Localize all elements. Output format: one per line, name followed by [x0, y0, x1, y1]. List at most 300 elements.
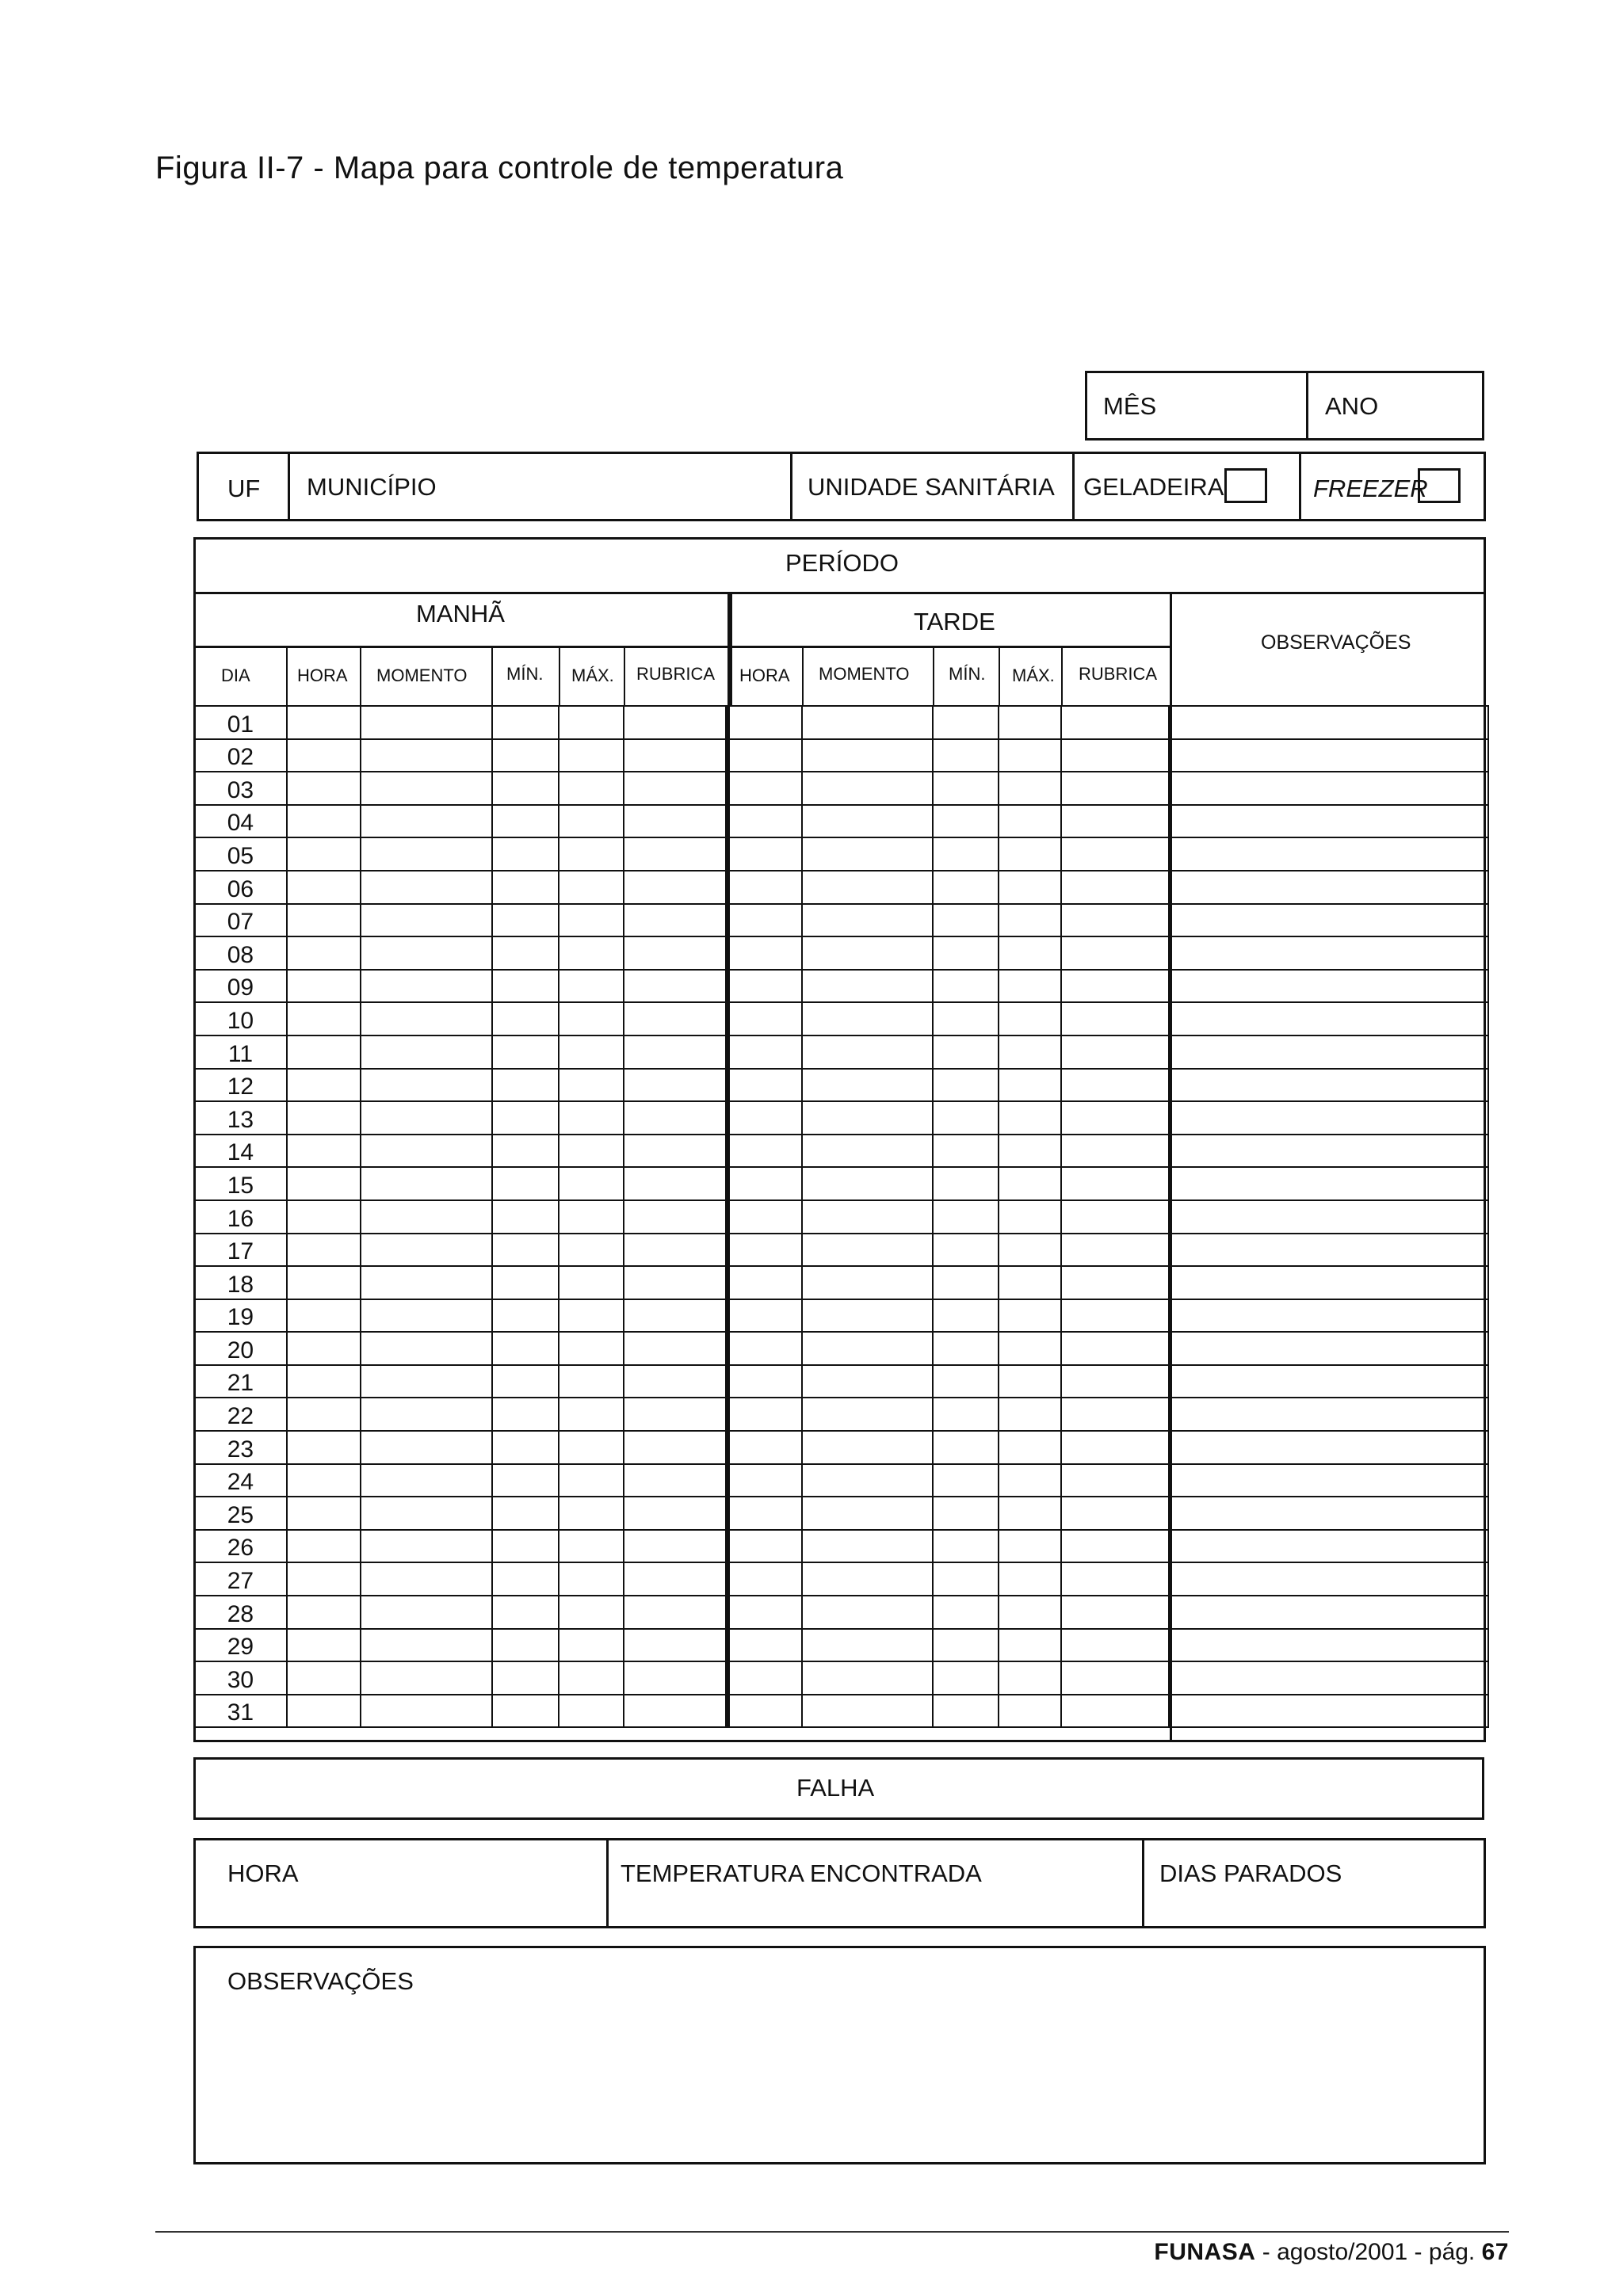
entry-cell[interactable]	[1061, 1365, 1170, 1398]
entry-cell[interactable]	[727, 837, 802, 871]
entry-cell[interactable]	[624, 1431, 727, 1464]
entry-cell[interactable]	[559, 1135, 624, 1168]
entry-cell[interactable]	[559, 1398, 624, 1431]
entry-cell[interactable]	[727, 1464, 802, 1497]
entry-cell[interactable]	[287, 936, 361, 970]
entry-cell[interactable]	[624, 1365, 727, 1398]
entry-cell[interactable]	[624, 1530, 727, 1563]
entry-cell[interactable]	[1169, 1497, 1488, 1530]
entry-cell[interactable]	[361, 805, 492, 838]
entry-cell[interactable]	[361, 837, 492, 871]
entry-cell[interactable]	[999, 1135, 1061, 1168]
entry-cell[interactable]	[999, 1695, 1061, 1728]
entry-cell[interactable]	[1169, 1530, 1488, 1563]
entry-cell[interactable]	[999, 706, 1061, 739]
entry-cell[interactable]	[559, 1002, 624, 1035]
entry-cell[interactable]	[624, 706, 727, 739]
entry-cell[interactable]	[1169, 936, 1488, 970]
entry-cell[interactable]	[933, 936, 999, 970]
entry-cell[interactable]	[492, 1234, 559, 1267]
entry-cell[interactable]	[559, 805, 624, 838]
entry-cell[interactable]	[361, 936, 492, 970]
entry-cell[interactable]	[1061, 1596, 1170, 1629]
entry-cell[interactable]	[361, 1497, 492, 1530]
entry-cell[interactable]	[624, 1035, 727, 1069]
entry-cell[interactable]	[1061, 706, 1170, 739]
entry-cell[interactable]	[802, 1200, 933, 1234]
entry-cell[interactable]	[1061, 1135, 1170, 1168]
entry-cell[interactable]	[802, 871, 933, 904]
entry-cell[interactable]	[361, 1530, 492, 1563]
entry-cell[interactable]	[624, 1562, 727, 1596]
entry-cell[interactable]	[361, 1562, 492, 1596]
entry-cell[interactable]	[492, 1661, 559, 1695]
entry-cell[interactable]	[999, 1069, 1061, 1102]
entry-cell[interactable]	[624, 1002, 727, 1035]
entry-cell[interactable]	[287, 1464, 361, 1497]
entry-cell[interactable]	[624, 936, 727, 970]
entry-cell[interactable]	[999, 1035, 1061, 1069]
entry-cell[interactable]	[1169, 1629, 1488, 1662]
entry-cell[interactable]	[492, 1596, 559, 1629]
entry-cell[interactable]	[933, 706, 999, 739]
entry-cell[interactable]	[361, 970, 492, 1003]
entry-cell[interactable]	[933, 1200, 999, 1234]
entry-cell[interactable]	[727, 805, 802, 838]
entry-cell[interactable]	[559, 1101, 624, 1135]
entry-cell[interactable]	[999, 1365, 1061, 1398]
entry-cell[interactable]	[933, 1002, 999, 1035]
entry-cell[interactable]	[1169, 1332, 1488, 1365]
entry-cell[interactable]	[559, 1200, 624, 1234]
entry-cell[interactable]	[624, 1661, 727, 1695]
entry-cell[interactable]	[999, 1167, 1061, 1200]
entry-cell[interactable]	[802, 1002, 933, 1035]
entry-cell[interactable]	[933, 1695, 999, 1728]
entry-cell[interactable]	[361, 1135, 492, 1168]
entry-cell[interactable]	[361, 1299, 492, 1333]
entry-cell[interactable]	[492, 1200, 559, 1234]
entry-cell[interactable]	[492, 1035, 559, 1069]
entry-cell[interactable]	[361, 904, 492, 937]
entry-cell[interactable]	[624, 1167, 727, 1200]
entry-cell[interactable]	[999, 772, 1061, 805]
entry-cell[interactable]	[933, 837, 999, 871]
entry-cell[interactable]	[361, 1398, 492, 1431]
entry-cell[interactable]	[1169, 837, 1488, 871]
entry-cell[interactable]	[361, 1431, 492, 1464]
entry-cell[interactable]	[287, 1332, 361, 1365]
entry-cell[interactable]	[287, 1596, 361, 1629]
entry-cell[interactable]	[492, 1101, 559, 1135]
entry-cell[interactable]	[624, 904, 727, 937]
entry-cell[interactable]	[1061, 772, 1170, 805]
entry-cell[interactable]	[559, 1332, 624, 1365]
entry-cell[interactable]	[287, 1695, 361, 1728]
entry-cell[interactable]	[999, 1530, 1061, 1563]
entry-cell[interactable]	[287, 1431, 361, 1464]
entry-cell[interactable]	[933, 1101, 999, 1135]
entry-cell[interactable]	[999, 970, 1061, 1003]
entry-cell[interactable]	[999, 805, 1061, 838]
entry-cell[interactable]	[802, 1266, 933, 1299]
entry-cell[interactable]	[624, 1695, 727, 1728]
entry-cell[interactable]	[727, 1497, 802, 1530]
entry-cell[interactable]	[492, 1002, 559, 1035]
entry-cell[interactable]	[999, 1398, 1061, 1431]
entry-cell[interactable]	[1169, 1596, 1488, 1629]
entry-cell[interactable]	[361, 1266, 492, 1299]
entry-cell[interactable]	[1061, 1497, 1170, 1530]
entry-cell[interactable]	[1061, 970, 1170, 1003]
entry-cell[interactable]	[624, 1398, 727, 1431]
entry-cell[interactable]	[727, 1596, 802, 1629]
entry-cell[interactable]	[999, 871, 1061, 904]
entry-cell[interactable]	[624, 739, 727, 772]
entry-cell[interactable]	[1061, 1234, 1170, 1267]
entry-cell[interactable]	[361, 1365, 492, 1398]
entry-cell[interactable]	[361, 1167, 492, 1200]
entry-cell[interactable]	[492, 1497, 559, 1530]
entry-cell[interactable]	[802, 1530, 933, 1563]
entry-cell[interactable]	[1169, 1167, 1488, 1200]
entry-cell[interactable]	[727, 1398, 802, 1431]
entry-cell[interactable]	[1169, 1002, 1488, 1035]
entry-cell[interactable]	[727, 1167, 802, 1200]
entry-cell[interactable]	[727, 1695, 802, 1728]
entry-cell[interactable]	[624, 1266, 727, 1299]
entry-cell[interactable]	[1061, 1661, 1170, 1695]
entry-cell[interactable]	[559, 1234, 624, 1267]
observacoes-box[interactable]	[193, 1946, 1486, 2164]
entry-cell[interactable]	[1061, 1167, 1170, 1200]
entry-cell[interactable]	[802, 706, 933, 739]
entry-cell[interactable]	[492, 1365, 559, 1398]
entry-cell[interactable]	[802, 1596, 933, 1629]
entry-cell[interactable]	[559, 1629, 624, 1662]
entry-cell[interactable]	[492, 936, 559, 970]
entry-cell[interactable]	[287, 1266, 361, 1299]
entry-cell[interactable]	[624, 805, 727, 838]
entry-cell[interactable]	[999, 904, 1061, 937]
entry-cell[interactable]	[802, 1562, 933, 1596]
entry-cell[interactable]	[1169, 1200, 1488, 1234]
entry-cell[interactable]	[1061, 1035, 1170, 1069]
entry-cell[interactable]	[559, 706, 624, 739]
entry-cell[interactable]	[492, 1464, 559, 1497]
entry-cell[interactable]	[933, 1266, 999, 1299]
entry-cell[interactable]	[287, 805, 361, 838]
entry-cell[interactable]	[361, 1596, 492, 1629]
entry-cell[interactable]	[361, 739, 492, 772]
entry-cell[interactable]	[1061, 1200, 1170, 1234]
entry-cell[interactable]	[492, 871, 559, 904]
geladeira-checkbox[interactable]	[1224, 468, 1267, 503]
entry-cell[interactable]	[933, 805, 999, 838]
entry-cell[interactable]	[287, 837, 361, 871]
entry-cell[interactable]	[559, 936, 624, 970]
entry-cell[interactable]	[624, 1629, 727, 1662]
entry-cell[interactable]	[559, 837, 624, 871]
entry-cell[interactable]	[361, 1661, 492, 1695]
entry-cell[interactable]	[559, 1596, 624, 1629]
entry-cell[interactable]	[727, 1299, 802, 1333]
entry-cell[interactable]	[1169, 1035, 1488, 1069]
entry-cell[interactable]	[999, 1101, 1061, 1135]
entry-cell[interactable]	[361, 871, 492, 904]
entry-cell[interactable]	[802, 1167, 933, 1200]
entry-cell[interactable]	[1061, 1398, 1170, 1431]
entry-cell[interactable]	[1169, 1431, 1488, 1464]
entry-cell[interactable]	[492, 1629, 559, 1662]
entry-cell[interactable]	[1061, 1002, 1170, 1035]
entry-cell[interactable]	[999, 1332, 1061, 1365]
entry-cell[interactable]	[624, 1332, 727, 1365]
entry-cell[interactable]	[933, 1398, 999, 1431]
entry-cell[interactable]	[802, 772, 933, 805]
entry-cell[interactable]	[1169, 1234, 1488, 1267]
entry-cell[interactable]	[559, 1365, 624, 1398]
entry-cell[interactable]	[727, 1101, 802, 1135]
entry-cell[interactable]	[559, 1266, 624, 1299]
entry-cell[interactable]	[1169, 1398, 1488, 1431]
entry-cell[interactable]	[999, 1234, 1061, 1267]
entry-cell[interactable]	[559, 1530, 624, 1563]
entry-cell[interactable]	[1169, 970, 1488, 1003]
entry-cell[interactable]	[727, 936, 802, 970]
entry-cell[interactable]	[933, 970, 999, 1003]
entry-cell[interactable]	[999, 1299, 1061, 1333]
entry-cell[interactable]	[999, 1661, 1061, 1695]
entry-cell[interactable]	[999, 1596, 1061, 1629]
entry-cell[interactable]	[802, 936, 933, 970]
entry-cell[interactable]	[802, 970, 933, 1003]
entry-cell[interactable]	[492, 1266, 559, 1299]
entry-cell[interactable]	[361, 1464, 492, 1497]
entry-cell[interactable]	[492, 1135, 559, 1168]
entry-cell[interactable]	[727, 1035, 802, 1069]
entry-cell[interactable]	[727, 871, 802, 904]
entry-cell[interactable]	[492, 1332, 559, 1365]
entry-cell[interactable]	[802, 1332, 933, 1365]
entry-cell[interactable]	[727, 1431, 802, 1464]
entry-cell[interactable]	[492, 1695, 559, 1728]
entry-cell[interactable]	[559, 1167, 624, 1200]
entry-cell[interactable]	[727, 1234, 802, 1267]
entry-cell[interactable]	[492, 1167, 559, 1200]
entry-cell[interactable]	[727, 904, 802, 937]
entry-cell[interactable]	[361, 1069, 492, 1102]
entry-cell[interactable]	[1061, 871, 1170, 904]
entry-cell[interactable]	[492, 1299, 559, 1333]
entry-cell[interactable]	[287, 739, 361, 772]
entry-cell[interactable]	[1061, 1266, 1170, 1299]
entry-cell[interactable]	[361, 1002, 492, 1035]
entry-cell[interactable]	[727, 1530, 802, 1563]
entry-cell[interactable]	[727, 970, 802, 1003]
entry-cell[interactable]	[1061, 1101, 1170, 1135]
entry-cell[interactable]	[999, 837, 1061, 871]
entry-cell[interactable]	[287, 970, 361, 1003]
entry-cell[interactable]	[1061, 1695, 1170, 1728]
entry-cell[interactable]	[492, 1530, 559, 1563]
entry-cell[interactable]	[287, 1035, 361, 1069]
entry-cell[interactable]	[999, 1497, 1061, 1530]
entry-cell[interactable]	[492, 1398, 559, 1431]
entry-cell[interactable]	[1169, 1299, 1488, 1333]
entry-cell[interactable]	[727, 1200, 802, 1234]
entry-cell[interactable]	[287, 904, 361, 937]
entry-cell[interactable]	[727, 1002, 802, 1035]
entry-cell[interactable]	[727, 1332, 802, 1365]
entry-cell[interactable]	[624, 1234, 727, 1267]
entry-cell[interactable]	[287, 772, 361, 805]
entry-cell[interactable]	[1169, 1101, 1488, 1135]
entry-cell[interactable]	[933, 1069, 999, 1102]
entry-cell[interactable]	[1061, 936, 1170, 970]
entry-cell[interactable]	[559, 1035, 624, 1069]
entry-cell[interactable]	[1061, 1562, 1170, 1596]
entry-cell[interactable]	[1061, 1629, 1170, 1662]
entry-cell[interactable]	[1061, 1530, 1170, 1563]
entry-cell[interactable]	[559, 1695, 624, 1728]
entry-cell[interactable]	[1169, 1464, 1488, 1497]
entry-cell[interactable]	[624, 1135, 727, 1168]
entry-cell[interactable]	[287, 1365, 361, 1398]
entry-cell[interactable]	[999, 1200, 1061, 1234]
entry-cell[interactable]	[802, 1299, 933, 1333]
entry-cell[interactable]	[802, 1464, 933, 1497]
entry-cell[interactable]	[559, 739, 624, 772]
entry-cell[interactable]	[727, 772, 802, 805]
entry-cell[interactable]	[999, 739, 1061, 772]
entry-cell[interactable]	[624, 837, 727, 871]
entry-cell[interactable]	[933, 1332, 999, 1365]
entry-cell[interactable]	[287, 1497, 361, 1530]
entry-cell[interactable]	[933, 1661, 999, 1695]
entry-cell[interactable]	[999, 1002, 1061, 1035]
entry-cell[interactable]	[1061, 1332, 1170, 1365]
entry-cell[interactable]	[802, 1695, 933, 1728]
entry-cell[interactable]	[624, 1299, 727, 1333]
entry-cell[interactable]	[492, 1069, 559, 1102]
entry-cell[interactable]	[287, 1661, 361, 1695]
entry-cell[interactable]	[287, 871, 361, 904]
entry-cell[interactable]	[287, 1069, 361, 1102]
entry-cell[interactable]	[287, 1234, 361, 1267]
entry-cell[interactable]	[559, 1562, 624, 1596]
entry-cell[interactable]	[933, 1497, 999, 1530]
entry-cell[interactable]	[287, 1562, 361, 1596]
entry-cell[interactable]	[1169, 1562, 1488, 1596]
entry-cell[interactable]	[559, 1431, 624, 1464]
entry-cell[interactable]	[1169, 805, 1488, 838]
entry-cell[interactable]	[361, 1695, 492, 1728]
entry-cell[interactable]	[1169, 1661, 1488, 1695]
entry-cell[interactable]	[802, 1497, 933, 1530]
entry-cell[interactable]	[624, 772, 727, 805]
entry-cell[interactable]	[999, 1431, 1061, 1464]
entry-cell[interactable]	[802, 1629, 933, 1662]
entry-cell[interactable]	[492, 805, 559, 838]
entry-cell[interactable]	[559, 904, 624, 937]
entry-cell[interactable]	[1169, 1069, 1488, 1102]
entry-cell[interactable]	[802, 904, 933, 937]
entry-cell[interactable]	[559, 1464, 624, 1497]
entry-cell[interactable]	[492, 706, 559, 739]
entry-cell[interactable]	[492, 1431, 559, 1464]
entry-cell[interactable]	[1061, 739, 1170, 772]
entry-cell[interactable]	[727, 1069, 802, 1102]
entry-cell[interactable]	[492, 739, 559, 772]
entry-cell[interactable]	[287, 1135, 361, 1168]
entry-cell[interactable]	[802, 1398, 933, 1431]
entry-cell[interactable]	[492, 1562, 559, 1596]
entry-cell[interactable]	[933, 1365, 999, 1398]
entry-cell[interactable]	[999, 1266, 1061, 1299]
entry-cell[interactable]	[492, 970, 559, 1003]
entry-cell[interactable]	[1169, 1695, 1488, 1728]
entry-cell[interactable]	[361, 706, 492, 739]
entry-cell[interactable]	[624, 1069, 727, 1102]
entry-cell[interactable]	[287, 1002, 361, 1035]
entry-cell[interactable]	[802, 1069, 933, 1102]
entry-cell[interactable]	[999, 1464, 1061, 1497]
entry-cell[interactable]	[492, 772, 559, 805]
entry-cell[interactable]	[933, 1596, 999, 1629]
entry-cell[interactable]	[559, 1069, 624, 1102]
entry-cell[interactable]	[361, 1101, 492, 1135]
entry-cell[interactable]	[933, 772, 999, 805]
entry-cell[interactable]	[624, 871, 727, 904]
entry-cell[interactable]	[727, 1661, 802, 1695]
entry-cell[interactable]	[1169, 1135, 1488, 1168]
entry-cell[interactable]	[287, 1167, 361, 1200]
entry-cell[interactable]	[933, 1464, 999, 1497]
entry-cell[interactable]	[559, 1299, 624, 1333]
entry-cell[interactable]	[1169, 772, 1488, 805]
freezer-checkbox[interactable]	[1418, 468, 1461, 503]
entry-cell[interactable]	[802, 1431, 933, 1464]
entry-cell[interactable]	[287, 1299, 361, 1333]
entry-cell[interactable]	[933, 739, 999, 772]
entry-cell[interactable]	[727, 706, 802, 739]
entry-cell[interactable]	[624, 1464, 727, 1497]
entry-cell[interactable]	[802, 1035, 933, 1069]
entry-cell[interactable]	[933, 1431, 999, 1464]
entry-cell[interactable]	[1061, 1431, 1170, 1464]
entry-cell[interactable]	[727, 1629, 802, 1662]
entry-cell[interactable]	[559, 772, 624, 805]
entry-cell[interactable]	[1169, 1266, 1488, 1299]
entry-cell[interactable]	[1169, 871, 1488, 904]
entry-cell[interactable]	[559, 1497, 624, 1530]
entry-cell[interactable]	[1061, 837, 1170, 871]
entry-cell[interactable]	[802, 837, 933, 871]
entry-cell[interactable]	[727, 1266, 802, 1299]
entry-cell[interactable]	[727, 1365, 802, 1398]
entry-cell[interactable]	[492, 904, 559, 937]
entry-cell[interactable]	[727, 739, 802, 772]
entry-cell[interactable]	[361, 1234, 492, 1267]
entry-cell[interactable]	[802, 1135, 933, 1168]
entry-cell[interactable]	[624, 1101, 727, 1135]
entry-cell[interactable]	[802, 1234, 933, 1267]
entry-cell[interactable]	[1169, 1365, 1488, 1398]
entry-cell[interactable]	[933, 1530, 999, 1563]
entry-cell[interactable]	[933, 871, 999, 904]
entry-cell[interactable]	[1169, 706, 1488, 739]
